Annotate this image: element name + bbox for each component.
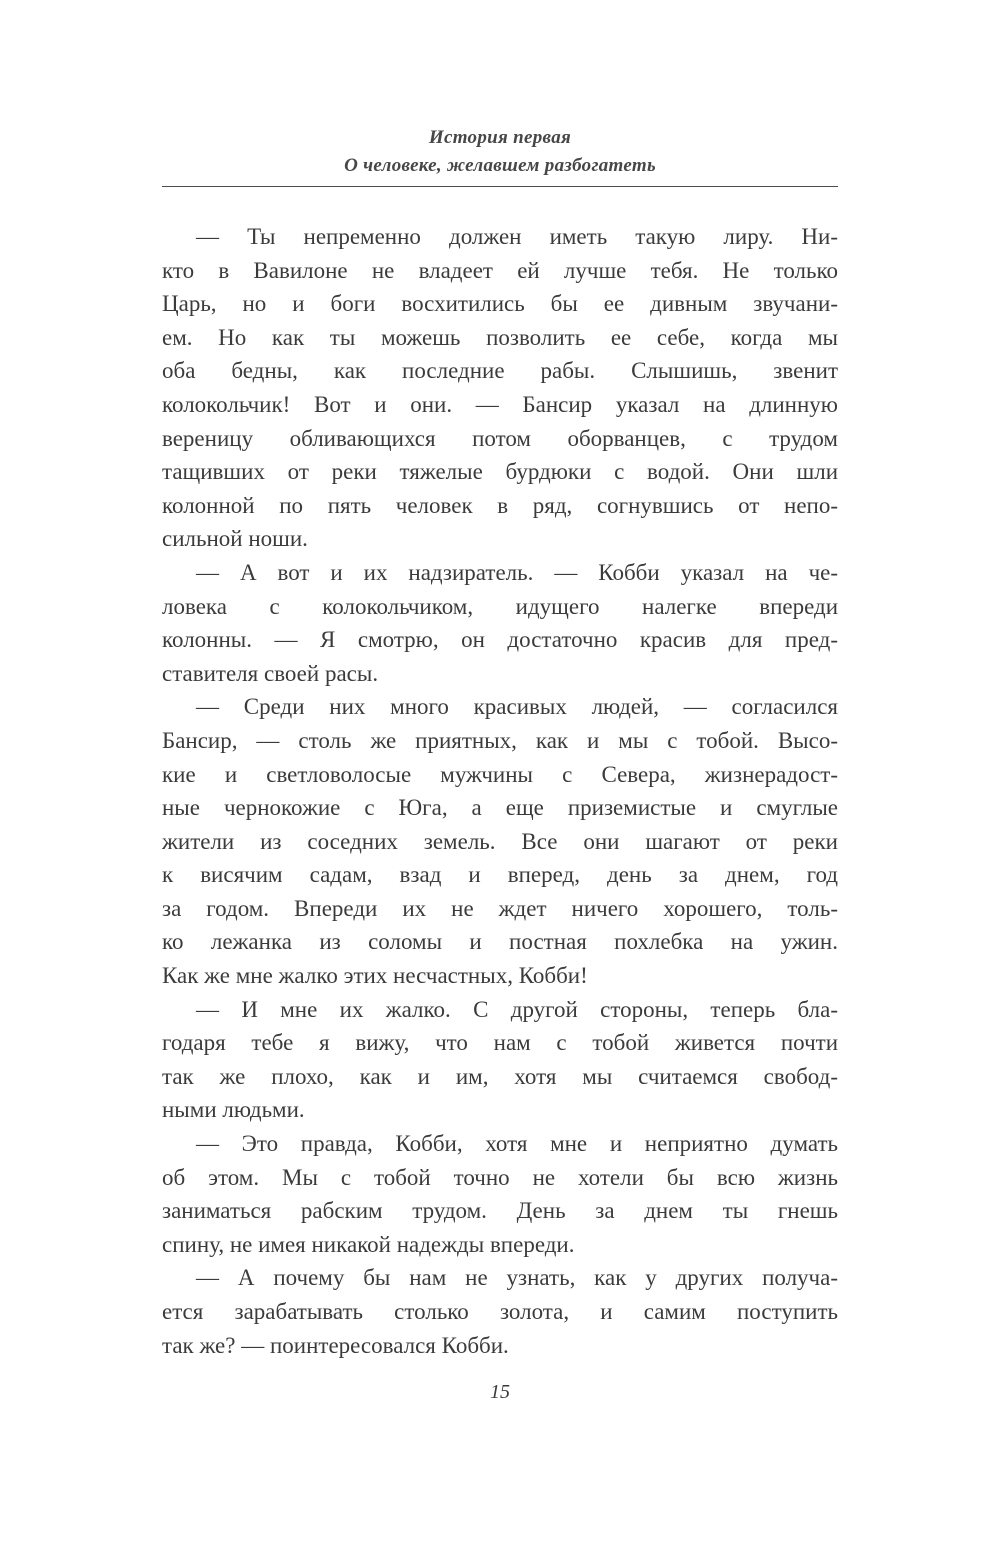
body-text (162, 220, 838, 1362)
text-line: — Это правда, Кобби, хотя мне и неприятно думать (196, 1131, 838, 1157)
text-line: годаря тебе я вижу, что нам с тобой живется почти (162, 1030, 838, 1056)
text-line: оба бедны, как последние рабы. Слышишь, звенит (162, 358, 838, 384)
text-block (162, 0, 838, 1551)
text-line: ставителя своей расы. (162, 660, 379, 686)
text-line: кто в Вавилоне не владеет ей лучше тебя. Не только (162, 257, 838, 283)
text-line: кие и светловолосые мужчины с Севера, жизнерадост- (162, 761, 838, 787)
text-line: — Среди них много красивых людей, — согласился (196, 694, 838, 720)
text-line: колонны. — Я смотрю, он достаточно красив для пред- (162, 627, 838, 653)
text-line: заниматься рабским трудом. День за днем ты гнешь (162, 1198, 838, 1224)
text-line: сильной ноши. (162, 526, 308, 552)
text-line: об этом. Мы с тобой точно не хотели бы всю жизнь (162, 1164, 838, 1190)
paragraph (162, 556, 838, 690)
text-line: тащивших от реки тяжелые бурдюки с водой. Они шли (162, 459, 838, 485)
text-line: Как же мне жалко этих несчастных, Кобби! (162, 963, 588, 989)
text-line: ем. Но как ты можешь позволить ее себе, когда мы (162, 324, 838, 350)
text-line: — А почему бы нам не узнать, как у других получа- (196, 1265, 838, 1291)
text-line: ными людьми. (162, 1097, 305, 1123)
text-line: ные чернокожие с Юга, а еще приземистые и смуглые (162, 795, 838, 821)
chapter-title: О человеке, желавшем разбогатеть (344, 155, 656, 176)
text-line: так же плохо, как и им, хотя мы считаемся свобод- (162, 1063, 838, 1089)
text-line: ется зарабатывать столько золота, и самим поступить (162, 1299, 838, 1324)
text-line: за годом. Впереди их не ждет ничего хорошего, толь- (162, 895, 838, 921)
text-line: к висячим садам, взад и вперед, день за днем, год (162, 862, 838, 888)
running-head (162, 124, 838, 180)
paragraph (162, 690, 838, 992)
text-line: ловека с колокольчиком, идущего налегке впереди (162, 593, 838, 619)
text-line: спину, не имея никакой надежды впереди. (162, 1231, 575, 1257)
text-line: — Ты непременно должен иметь такую лиру. Ни- (196, 224, 838, 249)
text-line: жители из соседних земель. Все они шагают от реки (162, 828, 838, 854)
paragraph (162, 993, 838, 1127)
text-line: ко лежанка из соломы и постная похлебка на ужин. (162, 929, 838, 955)
page-number: 15 (490, 1381, 510, 1403)
paragraph (162, 220, 838, 556)
text-line: колокольчик! Вот и они. — Бансир указал на длинную (162, 391, 838, 417)
paragraph (162, 1127, 838, 1261)
text-line: Бансир, — столь же приятных, как и мы с тобой. Высо- (162, 727, 838, 753)
paragraph (162, 1261, 838, 1362)
text-line: Царь, но и боги восхитились бы ее дивным звучани- (162, 291, 838, 317)
header-rule (162, 186, 838, 187)
text-line: — А вот и их надзиратель. — Кобби указал на че- (196, 559, 838, 585)
text-line: вереницу обливающихся потом оборванцев, с трудом (162, 425, 838, 451)
chapter-label: История первая (428, 127, 572, 148)
text-line: — И мне их жалко. С другой стороны, теперь бла- (196, 996, 838, 1022)
text-line: так же? — поинтересовался Кобби. (162, 1332, 509, 1358)
text-line: колонной по пять человек в ряд, согнувшись от непо- (162, 492, 838, 518)
